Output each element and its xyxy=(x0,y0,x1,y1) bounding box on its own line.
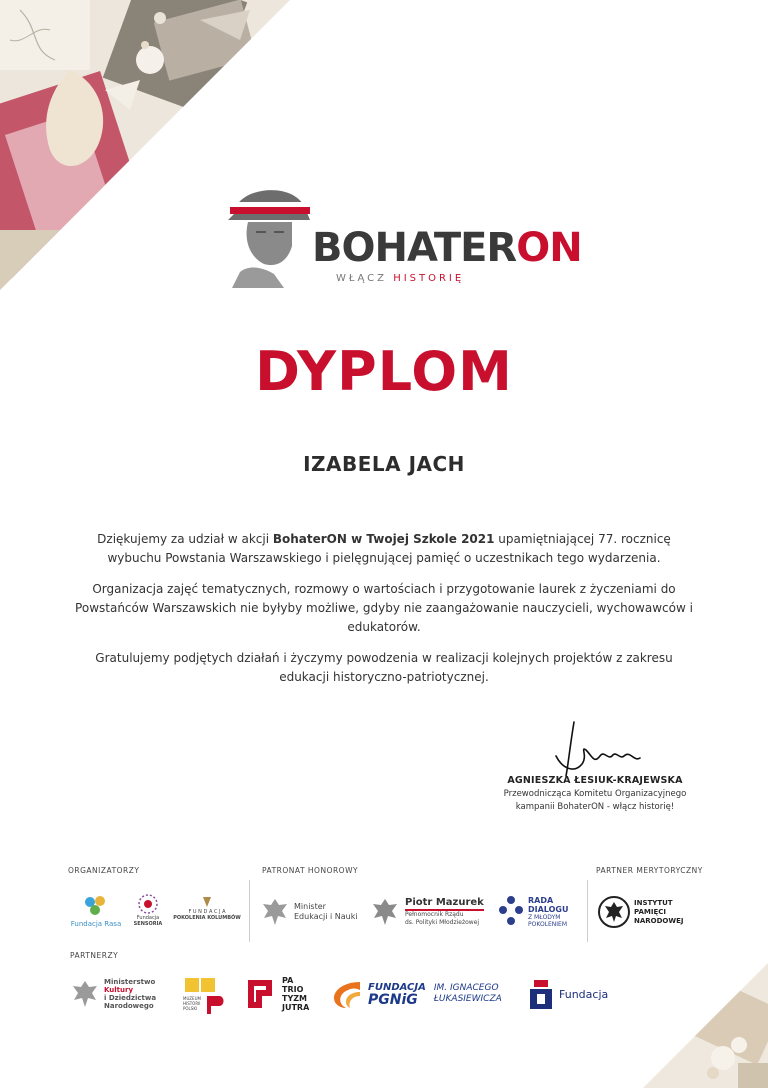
body-paragraph-1: Dziękujemy za udział w akcji BohaterON w Twojej Szkole 2021 upamiętniającej 77. rocznicę wybuchu Powstania Warszawskiego i pielęgnującej pamięć o uczestnikach tego wydarzenia. xyxy=(97,532,671,565)
eagle-emblem-icon xyxy=(260,896,290,928)
logo-muzeum-historii-polski: MUZEUM HISTORII POLSKI xyxy=(183,976,227,1016)
patriotyzm-icon xyxy=(244,976,278,1012)
recipient-name: IZABELA JACH xyxy=(303,452,465,476)
bohateron-logo xyxy=(226,176,582,291)
ipn-seal-icon xyxy=(597,895,631,929)
logo-fundacja-sensoria: Fundacja SENSORIA xyxy=(130,893,166,927)
logo-piotr-mazurek: Piotr Mazurek Pełnomocnik Rządu ds. Polityki Młodzieżowej xyxy=(370,896,484,928)
kolumbow-icon xyxy=(200,895,214,909)
partners-label: PARTNERZY xyxy=(70,951,119,960)
diploma-body xyxy=(70,530,698,699)
logo-ipn: INSTYTUT PAMIĘCI NARODOWEJ xyxy=(597,895,684,929)
logo-fundacja-pko: Fundacja xyxy=(528,978,608,1012)
organizers-label: ORGANIZATORZY xyxy=(68,866,140,875)
logo-fundacja-pgnig: FUNDACJA PGNiG IM. IGNACEGO ŁUKASIEWICZA xyxy=(330,978,502,1010)
soldier-helmet-icon xyxy=(226,176,312,288)
section-divider xyxy=(249,880,250,942)
collage-decoration-bottom-right xyxy=(643,963,768,1088)
logo-wordmark: BOHATERON xyxy=(312,225,582,271)
pko-icon xyxy=(528,978,554,1012)
handwritten-signature xyxy=(526,716,656,782)
section-divider xyxy=(587,880,588,942)
logo-tagline: WŁĄCZ HISTORIĘ xyxy=(336,273,465,284)
logo-rada-dialogu: RADA DIALOGU Z MŁODYM POKOLENIEM xyxy=(497,894,568,930)
logo-mkidn: Ministerstwo Kultury i Dziedzictwa Narodowego xyxy=(70,978,156,1010)
logo-fundacja-pokolenia-kolumbow: F U N D A C J A POKOLENIA KOLUMBÓW xyxy=(172,895,242,921)
signatory-name: AGNIESZKA ŁESIUK-KRAJEWSKA xyxy=(507,775,683,786)
eagle-emblem-icon xyxy=(70,978,100,1010)
rada-dialogu-icon xyxy=(497,894,525,930)
body-paragraph-2: Organizacja zajęć tematycznych, rozmowy o wartościach i przygotowanie laurek z życzeniami do Powstańców Warszawskich nie byłyby możliwe, gdyby nie zaangażowanie nauczycieli, wychowawców i edukatorów. xyxy=(75,582,693,634)
pgnig-flame-icon xyxy=(330,978,364,1010)
body-paragraph-3: Gratulujemy podjętych działań i życzymy powodzenia w realizacji kolejnych projektów z zakresu edukacji historyczno-patriotycznej. xyxy=(95,651,673,684)
patronage-label: PATRONAT HONOROWY xyxy=(262,866,359,875)
partner-label: PARTNER MERYTORYCZNY xyxy=(596,866,703,875)
logo-minister-edukacji: Minister Edukacji i Nauki xyxy=(260,896,358,928)
sensoria-icon xyxy=(136,893,160,915)
signatory-role: Przewodnicząca Komitetu Organizacyjnego kampanii BohaterON - włącz historię! xyxy=(503,789,687,812)
rasa-icon xyxy=(81,893,111,919)
diploma-title: DYPLOM xyxy=(255,340,513,403)
logo-fundacja-rasa: Fundacja Rasa xyxy=(66,893,126,929)
eagle-emblem-icon xyxy=(370,896,400,928)
logo-patriotyzm-jutra: PA TRIO TYZM JUTRA xyxy=(244,976,309,1012)
